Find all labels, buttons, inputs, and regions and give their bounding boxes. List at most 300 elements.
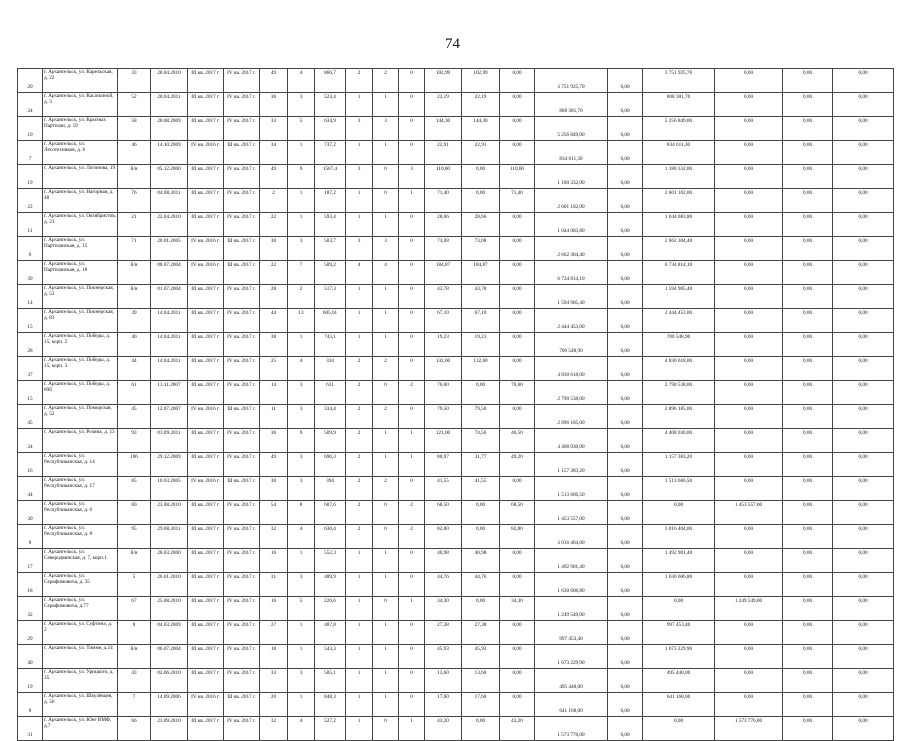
cell-area-municipal: 49,20 [500, 453, 535, 477]
cell-cost-b: 495 448,00 [643, 669, 715, 693]
cell-address: г. Архангельск, ул. Республиканская, д. 8 [43, 525, 118, 549]
cell-area-total: 76,60 [425, 381, 462, 405]
cell-rooms-municipal: 1 [399, 453, 425, 477]
cell-cost-e: 0,00 [833, 429, 894, 453]
cell-cost-d: 0,00 [783, 549, 833, 573]
cell-document-date: 26.01.2010 [151, 573, 188, 597]
cell-rooms-total: 1 [346, 189, 373, 213]
cell-cost-e: 0,00 [833, 237, 894, 261]
cell-residents: 27 [260, 621, 288, 645]
cell-cost-d: 0,00 [783, 717, 833, 741]
cell-rooms-private: 0 [373, 525, 399, 549]
cell-row-number: 19 [18, 165, 43, 189]
cell-cost-e: 0,00 [833, 597, 894, 621]
cell-area-private: 0,00 [462, 717, 500, 741]
cell-cost-d: 0,00 [783, 525, 833, 549]
cell-cost-total: 1 630 606,80 [535, 573, 608, 597]
cell-cost-d: 0,00 [783, 189, 833, 213]
cell-cost-total: 700 548,90 [535, 333, 608, 357]
cell-cost-e: 0,00 [833, 717, 894, 741]
cell-cost-b: 2 662 304,40 [643, 237, 715, 261]
cell-rooms-municipal: 0 [399, 573, 425, 597]
cell-rooms-private: 1 [373, 621, 399, 645]
cell-cost-d: 0,00 [783, 333, 833, 357]
cell-document-number: 8 [118, 621, 151, 645]
cell-document-date: 28.04.2011 [151, 93, 188, 117]
cell-row-number: 31 [18, 717, 43, 741]
cell-cost-b: 1 673 229,90 [643, 645, 715, 669]
cell-area: 487,8 [315, 621, 346, 645]
cell-area-private: 27,38 [462, 621, 500, 645]
cell-residents: 33 [260, 117, 288, 141]
cell-cost-d: 0,00 [783, 453, 833, 477]
cell-rooms-municipal: 1 [399, 717, 425, 741]
cell-rooms-total: 4 [346, 261, 373, 285]
cell-cost-c: 0,00 [715, 429, 783, 453]
cell-rooms-private: 1 [373, 645, 399, 669]
table-row [18, 645, 894, 669]
cell-row-number: 8 [18, 693, 43, 717]
cell-document-date: 02.06.2010 [151, 669, 188, 693]
cell-address: г. Архангельск, ул. Серафимовича, д.77 [43, 597, 118, 621]
cell-cost-c: 0,00 [715, 693, 783, 717]
cell-residents: 44 [260, 309, 288, 333]
cell-cost-b: 834 611,30 [643, 141, 715, 165]
cell-cost-b: 4 408 030,00 [643, 429, 715, 453]
cell-address: г. Архангельск, ул. Пионерская, д. 83 [43, 309, 118, 333]
cell-area-municipal: 34,30 [500, 597, 535, 621]
cell-document-date: 14.10.2009 [151, 141, 188, 165]
cell-planned-end: IV кв. 2017 г. [224, 453, 260, 477]
cell-rooms-private: 0 [373, 501, 399, 525]
cell-area-private: 0,00 [462, 381, 500, 405]
cell-cost-a: 0,00 [608, 141, 643, 165]
cell-address: г. Архангельск, ул. Шкулёвцев, д. 56 [43, 693, 118, 717]
cell-address: г. Архангельск, ул. Победы, д. 15, корп. 3 [43, 357, 118, 381]
cell-rooms-private: 2 [373, 477, 399, 501]
cell-rooms-total: 1 [346, 93, 373, 117]
cell-area-private: 79,50 [462, 405, 500, 429]
cell-residents: 20 [260, 693, 288, 717]
cell-cost-d: 0,00 [783, 117, 833, 141]
table-row [18, 165, 894, 189]
cell-cost-a: 0,00 [608, 165, 643, 189]
cell-cost-e: 0,00 [833, 693, 894, 717]
cell-area-municipal: 0,00 [500, 621, 535, 645]
cell-residents: 49 [260, 165, 288, 189]
cell-cost-c: 0,00 [715, 309, 783, 333]
cell-area-total: 144,30 [425, 117, 462, 141]
cell-area: 187,2 [315, 189, 346, 213]
cell-area: 517,3 [315, 285, 346, 309]
cell-cost-total: 1 594 905,40 [535, 285, 608, 309]
cell-cost-a: 0,00 [608, 381, 643, 405]
cell-rooms-total: 2 [346, 381, 373, 405]
cell-cost-b: 1 180 332,00 [643, 165, 715, 189]
cell-resettled: 3 [288, 453, 315, 477]
table-row [18, 213, 894, 237]
cell-rooms-private: 1 [373, 669, 399, 693]
cell-area: 605,61 [315, 309, 346, 333]
cell-resettled: 4 [288, 525, 315, 549]
cell-cost-c: 1 573 776,00 [715, 717, 783, 741]
cell-cost-b: 6 734 814,10 [643, 261, 715, 285]
cell-residents: 25 [260, 357, 288, 381]
cell-area-total: 44,76 [425, 573, 462, 597]
cell-document-number: б/н [118, 165, 151, 189]
cell-planned-end: IV кв. 2017 г. [224, 429, 260, 453]
cell-row-number: 15 [18, 309, 43, 333]
cell-cost-c: 0,00 [715, 237, 783, 261]
cell-area-total: 45,93 [425, 645, 462, 669]
cell-rooms-municipal: 1 [399, 189, 425, 213]
table-row [18, 333, 894, 357]
cell-cost-e: 0,00 [833, 453, 894, 477]
cell-cost-b: 1 492 901,40 [643, 549, 715, 573]
cell-document-number: 52 [118, 93, 151, 117]
cell-area-total: 184,87 [425, 261, 462, 285]
table-row [18, 597, 894, 621]
cell-area-total: 121,00 [425, 429, 462, 453]
cell-cost-b: 3 016 404,00 [643, 525, 715, 549]
cell-document-date: 12.07.2007 [151, 405, 188, 429]
cell-document-date: 28.03.2000 [151, 549, 188, 573]
cell-rooms-private: 1 [373, 573, 399, 597]
cell-document-number: 93 [118, 429, 151, 453]
cell-area-total: 102,99 [425, 69, 462, 93]
cell-area: 552,3 [315, 549, 346, 573]
cell-resettled: 13 [288, 309, 315, 333]
cell-document-number: 43 [118, 669, 151, 693]
cell-area: 509,9 [315, 429, 346, 453]
cell-area: 690,3 [315, 453, 346, 477]
cell-document-date: 22.04.2010 [151, 213, 188, 237]
cell-area-municipal: 71,40 [500, 189, 535, 213]
table-row [18, 477, 894, 501]
cell-rooms-total: 2 [346, 69, 373, 93]
cell-cost-c: 0,00 [715, 477, 783, 501]
cell-document-date: 08.07.2004 [151, 261, 188, 285]
table-row [18, 549, 894, 573]
cell-cost-c: 0,00 [715, 381, 783, 405]
cell-rooms-private: 4 [373, 261, 399, 285]
cell-residents: 2 [260, 189, 288, 213]
cell-planned-start: III кв. 2017 г. [188, 117, 224, 141]
cell-cost-total: 1 180 332,00 [535, 165, 608, 189]
cell-area-private: 17,60 [462, 693, 500, 717]
cell-area-private: 0,00 [462, 165, 500, 189]
cell-document-number: 67 [118, 597, 151, 621]
cell-rooms-total: 1 [346, 693, 373, 717]
cell-resettled: 5 [288, 597, 315, 621]
cell-area-total: 132,60 [425, 357, 462, 381]
cell-planned-start: III кв. 2017 г. [188, 717, 224, 741]
cell-cost-d: 0,00 [783, 429, 833, 453]
cell-cost-d: 0,00 [783, 381, 833, 405]
cell-area-municipal: 76,60 [500, 381, 535, 405]
cell-cost-d: 0,00 [783, 285, 833, 309]
cell-cost-e: 0,00 [833, 189, 894, 213]
cell-rooms-total: 3 [346, 237, 373, 261]
cell-rooms-private: 0 [373, 597, 399, 621]
cell-cost-d: 0,00 [783, 261, 833, 285]
cell-area-private: 19,23 [462, 333, 500, 357]
cell-cost-total: 2 790 538,00 [535, 381, 608, 405]
cell-cost-c: 0,00 [715, 333, 783, 357]
cell-area-total: 27,38 [425, 621, 462, 645]
cell-row-number: 34 [18, 93, 43, 117]
cell-rooms-total: 2 [346, 453, 373, 477]
cell-document-number: 46 [118, 141, 151, 165]
cell-document-date: 29.08.2011 [151, 525, 188, 549]
cell-cost-b: 997 453,40 [643, 621, 715, 645]
cell-area-private: 0,00 [462, 189, 500, 213]
cell-cost-a: 0,00 [608, 213, 643, 237]
cell-area: 334 [315, 357, 346, 381]
table-row [18, 525, 894, 549]
cell-area-private: 184,87 [462, 261, 500, 285]
cell-rooms-total: 1 [346, 573, 373, 597]
cell-cost-e: 0,00 [833, 165, 894, 189]
cell-document-date: 25.08.2010 [151, 597, 188, 621]
cell-rooms-total: 1 [346, 621, 373, 645]
cell-planned-start: IV кв. 2016 г. [188, 405, 224, 429]
cell-rooms-total: 1 [346, 597, 373, 621]
cell-planned-start: IV кв. 2016 г. [188, 693, 224, 717]
cell-rooms-private: 1 [373, 93, 399, 117]
cell-area: 737,2 [315, 141, 346, 165]
cell-document-date: 10.03.2005 [151, 477, 188, 501]
cell-row-number: 32 [18, 597, 43, 621]
cell-area-municipal: 68,50 [500, 501, 535, 525]
cell-area-municipal: 110,60 [500, 165, 535, 189]
cell-residents: 30 [260, 237, 288, 261]
cell-cost-e: 0,00 [833, 141, 894, 165]
cell-cost-e: 0,00 [833, 621, 894, 645]
cell-cost-total: 1 573 776,00 [535, 717, 608, 741]
cell-planned-end: IV кв. 2017 г. [224, 381, 260, 405]
cell-cost-a: 0,00 [608, 597, 643, 621]
cell-cost-total: 1 044 083,80 [535, 213, 608, 237]
cell-cost-total: 2 444 453,00 [535, 309, 608, 333]
cell-row-number: 15 [18, 381, 43, 405]
table-row [18, 309, 894, 333]
cell-row-number: 28 [18, 333, 43, 357]
cell-rooms-municipal: 2 [399, 525, 425, 549]
cell-planned-start: III кв. 2017 г. [188, 549, 224, 573]
cell-area-private: 28,66 [462, 213, 500, 237]
cell-planned-start: III кв. 2017 г. [188, 213, 224, 237]
cell-rooms-total: 2 [346, 429, 373, 453]
table-row [18, 381, 894, 405]
cell-cost-d: 0,00 [783, 405, 833, 429]
cell-area-total: 34,30 [425, 597, 462, 621]
cell-area-private: 0,00 [462, 525, 500, 549]
cell-rooms-private: 1 [373, 141, 399, 165]
cell-rooms-municipal: 3 [399, 165, 425, 189]
cell-cost-c: 0,00 [715, 117, 783, 141]
cell-cost-c: 1 453 557,00 [715, 501, 783, 525]
cell-rooms-total: 2 [346, 525, 373, 549]
cell-document-number: 60 [118, 501, 151, 525]
cell-address: г. Архангельск, ул. Серафимовича, д. 35 [43, 573, 118, 597]
cell-planned-start: III кв. 2017 г. [188, 69, 224, 93]
cell-planned-end: IV кв. 2017 г. [224, 573, 260, 597]
cell-document-date: 23.08.2010 [151, 501, 188, 525]
cell-rooms-private: 2 [373, 405, 399, 429]
cell-area: 1567,4 [315, 165, 346, 189]
cell-area: 607,6 [315, 501, 346, 525]
cell-area-private: 74,56 [462, 429, 500, 453]
cell-address: г. Архангельск, ул. Республиканская, д. 14 [43, 453, 118, 477]
cell-row-number: 44 [18, 477, 43, 501]
cell-address: г. Архангельск, ул. Урицкого, д. 35 [43, 669, 118, 693]
cell-area: 503,7 [315, 237, 346, 261]
cell-area-municipal: 0,00 [500, 213, 535, 237]
cell-resettled: 3 [288, 381, 315, 405]
cell-document-date: 06.07.2004 [151, 645, 188, 669]
cell-rooms-municipal: 0 [399, 477, 425, 501]
cell-rooms-municipal: 0 [399, 261, 425, 285]
cell-cost-total: 4 408 030,00 [535, 429, 608, 453]
cell-cost-a: 0,00 [608, 405, 643, 429]
cell-document-number: б/н [118, 645, 151, 669]
cell-cost-e: 0,00 [833, 333, 894, 357]
cell-area-private: 31,77 [462, 453, 500, 477]
cell-document-date: 14.04.2011 [151, 309, 188, 333]
cell-document-number: 85 [118, 477, 151, 501]
cell-planned-start: III кв. 2017 г. [188, 453, 224, 477]
cell-area-private: 0,00 [462, 501, 500, 525]
cell-cost-e: 0,00 [833, 357, 894, 381]
cell-rooms-private: 1 [373, 429, 399, 453]
cell-cost-e: 0,00 [833, 525, 894, 549]
table-row [18, 669, 894, 693]
cell-area: 593,4 [315, 213, 346, 237]
cell-area-municipal: 0,00 [500, 261, 535, 285]
cell-area-total: 71,40 [425, 189, 462, 213]
cell-area-total: 43,78 [425, 285, 462, 309]
cell-planned-end: IV кв. 2017 г. [224, 525, 260, 549]
cell-cost-a: 0,00 [608, 501, 643, 525]
cell-planned-end: IV кв. 2017 г. [224, 669, 260, 693]
cell-planned-start: III кв. 2017 г. [188, 573, 224, 597]
cell-cost-total: 5 256 849,00 [535, 117, 608, 141]
cell-cost-b: 2 601 102,00 [643, 189, 715, 213]
cell-cost-d: 0,00 [783, 237, 833, 261]
cell-planned-end: IV кв. 2017 г. [224, 117, 260, 141]
cell-planned-end: III кв. 2017 г. [224, 141, 260, 165]
cell-document-date: 28.08.2009 [151, 117, 188, 141]
cell-area-municipal: 0,00 [500, 117, 535, 141]
cell-residents: 36 [260, 429, 288, 453]
cell-cost-total: 1 249 549,00 [535, 597, 608, 621]
table-row [18, 141, 894, 165]
cell-rooms-private: 3 [373, 237, 399, 261]
cell-cost-e: 0,00 [833, 261, 894, 285]
cell-area-private: 22,19 [462, 93, 500, 117]
cell-cost-b: 1 157 383,20 [643, 453, 715, 477]
cell-row-number: 20 [18, 69, 43, 93]
cell-area-municipal: 82,80 [500, 525, 535, 549]
cell-row-number: 22 [18, 189, 43, 213]
cell-cost-total: 1 492 901,40 [535, 549, 608, 573]
cell-rooms-private: 0 [373, 189, 399, 213]
cell-document-date: 29.12.2009 [151, 453, 188, 477]
cell-cost-a: 0,00 [608, 309, 643, 333]
cell-rooms-total: 1 [346, 645, 373, 669]
cell-area-municipal: 0,00 [500, 669, 535, 693]
cell-cost-b: 2 790 538,00 [643, 381, 715, 405]
cell-area-municipal: 0,00 [500, 285, 535, 309]
cell-cost-e: 0,00 [833, 405, 894, 429]
cell-address: г. Архангельск, ул. Партизанская, д. 18 [43, 261, 118, 285]
cell-rooms-private: 1 [373, 693, 399, 717]
cell-row-number: 37 [18, 357, 43, 381]
cell-address: г. Архангельск, ул. Тимме, д.14 [43, 645, 118, 669]
cell-row-number: 29 [18, 621, 43, 645]
cell-area: 505,1 [315, 669, 346, 693]
cell-area-municipal: 0,00 [500, 357, 535, 381]
cell-area-municipal: 0,00 [500, 693, 535, 717]
page-number: 74 [445, 36, 460, 52]
cell-cost-d: 0,00 [783, 597, 833, 621]
cell-cost-d: 0,00 [783, 165, 833, 189]
cell-address: г. Архангельск, ул. Розина, д. 13 [43, 429, 118, 453]
cell-resettled: 7 [288, 261, 315, 285]
cell-area: 527,2 [315, 717, 346, 741]
cell-row-number: 19 [18, 669, 43, 693]
cell-cost-e: 0,00 [833, 573, 894, 597]
table-row [18, 621, 894, 645]
cell-rooms-municipal: 0 [399, 285, 425, 309]
cell-resettled: 9 [288, 165, 315, 189]
cell-cost-d: 0,00 [783, 669, 833, 693]
cell-area-total: 79,50 [425, 405, 462, 429]
cell-cost-b: 3 751 925,70 [643, 69, 715, 93]
cell-planned-end: III кв. 2017 г. [224, 405, 260, 429]
cell-rooms-private: 1 [373, 453, 399, 477]
cell-document-date: 14.09.2006 [151, 693, 188, 717]
cell-cost-a: 0,00 [608, 621, 643, 645]
cell-cost-c: 0,00 [715, 405, 783, 429]
cell-resettled: 1 [288, 693, 315, 717]
cell-resettled: 2 [288, 285, 315, 309]
cell-cost-e: 0,00 [833, 309, 894, 333]
cell-address: г. Архангельск, ул. Октябристов, д. 21 [43, 213, 118, 237]
cell-resettled: 9 [288, 429, 315, 453]
cell-residents: 34 [260, 141, 288, 165]
cell-rooms-total: 3 [346, 117, 373, 141]
cell-planned-end: IV кв. 2017 г. [224, 309, 260, 333]
cell-cost-d: 0,00 [783, 621, 833, 645]
cell-cost-d: 0,00 [783, 645, 833, 669]
cell-planned-start: III кв. 2017 г. [188, 669, 224, 693]
cell-row-number: 10 [18, 117, 43, 141]
cell-area-municipal: 0,00 [500, 237, 535, 261]
cell-rooms-private: 0 [373, 717, 399, 741]
cell-address: г. Архангельск, ул. Логинова, 19 [43, 165, 118, 189]
cell-area: 394 [315, 477, 346, 501]
cell-address: г. Архангельск, ул. Карельская, д. 22 [43, 69, 118, 93]
cell-cost-a: 0,00 [608, 429, 643, 453]
cell-cost-d: 0,00 [783, 309, 833, 333]
cell-cost-c: 0,00 [715, 645, 783, 669]
cell-area-private: 45,93 [462, 645, 500, 669]
cell-document-number: 39 [118, 309, 151, 333]
cell-area-total: 28,66 [425, 213, 462, 237]
cell-area-total: 68,50 [425, 501, 462, 525]
